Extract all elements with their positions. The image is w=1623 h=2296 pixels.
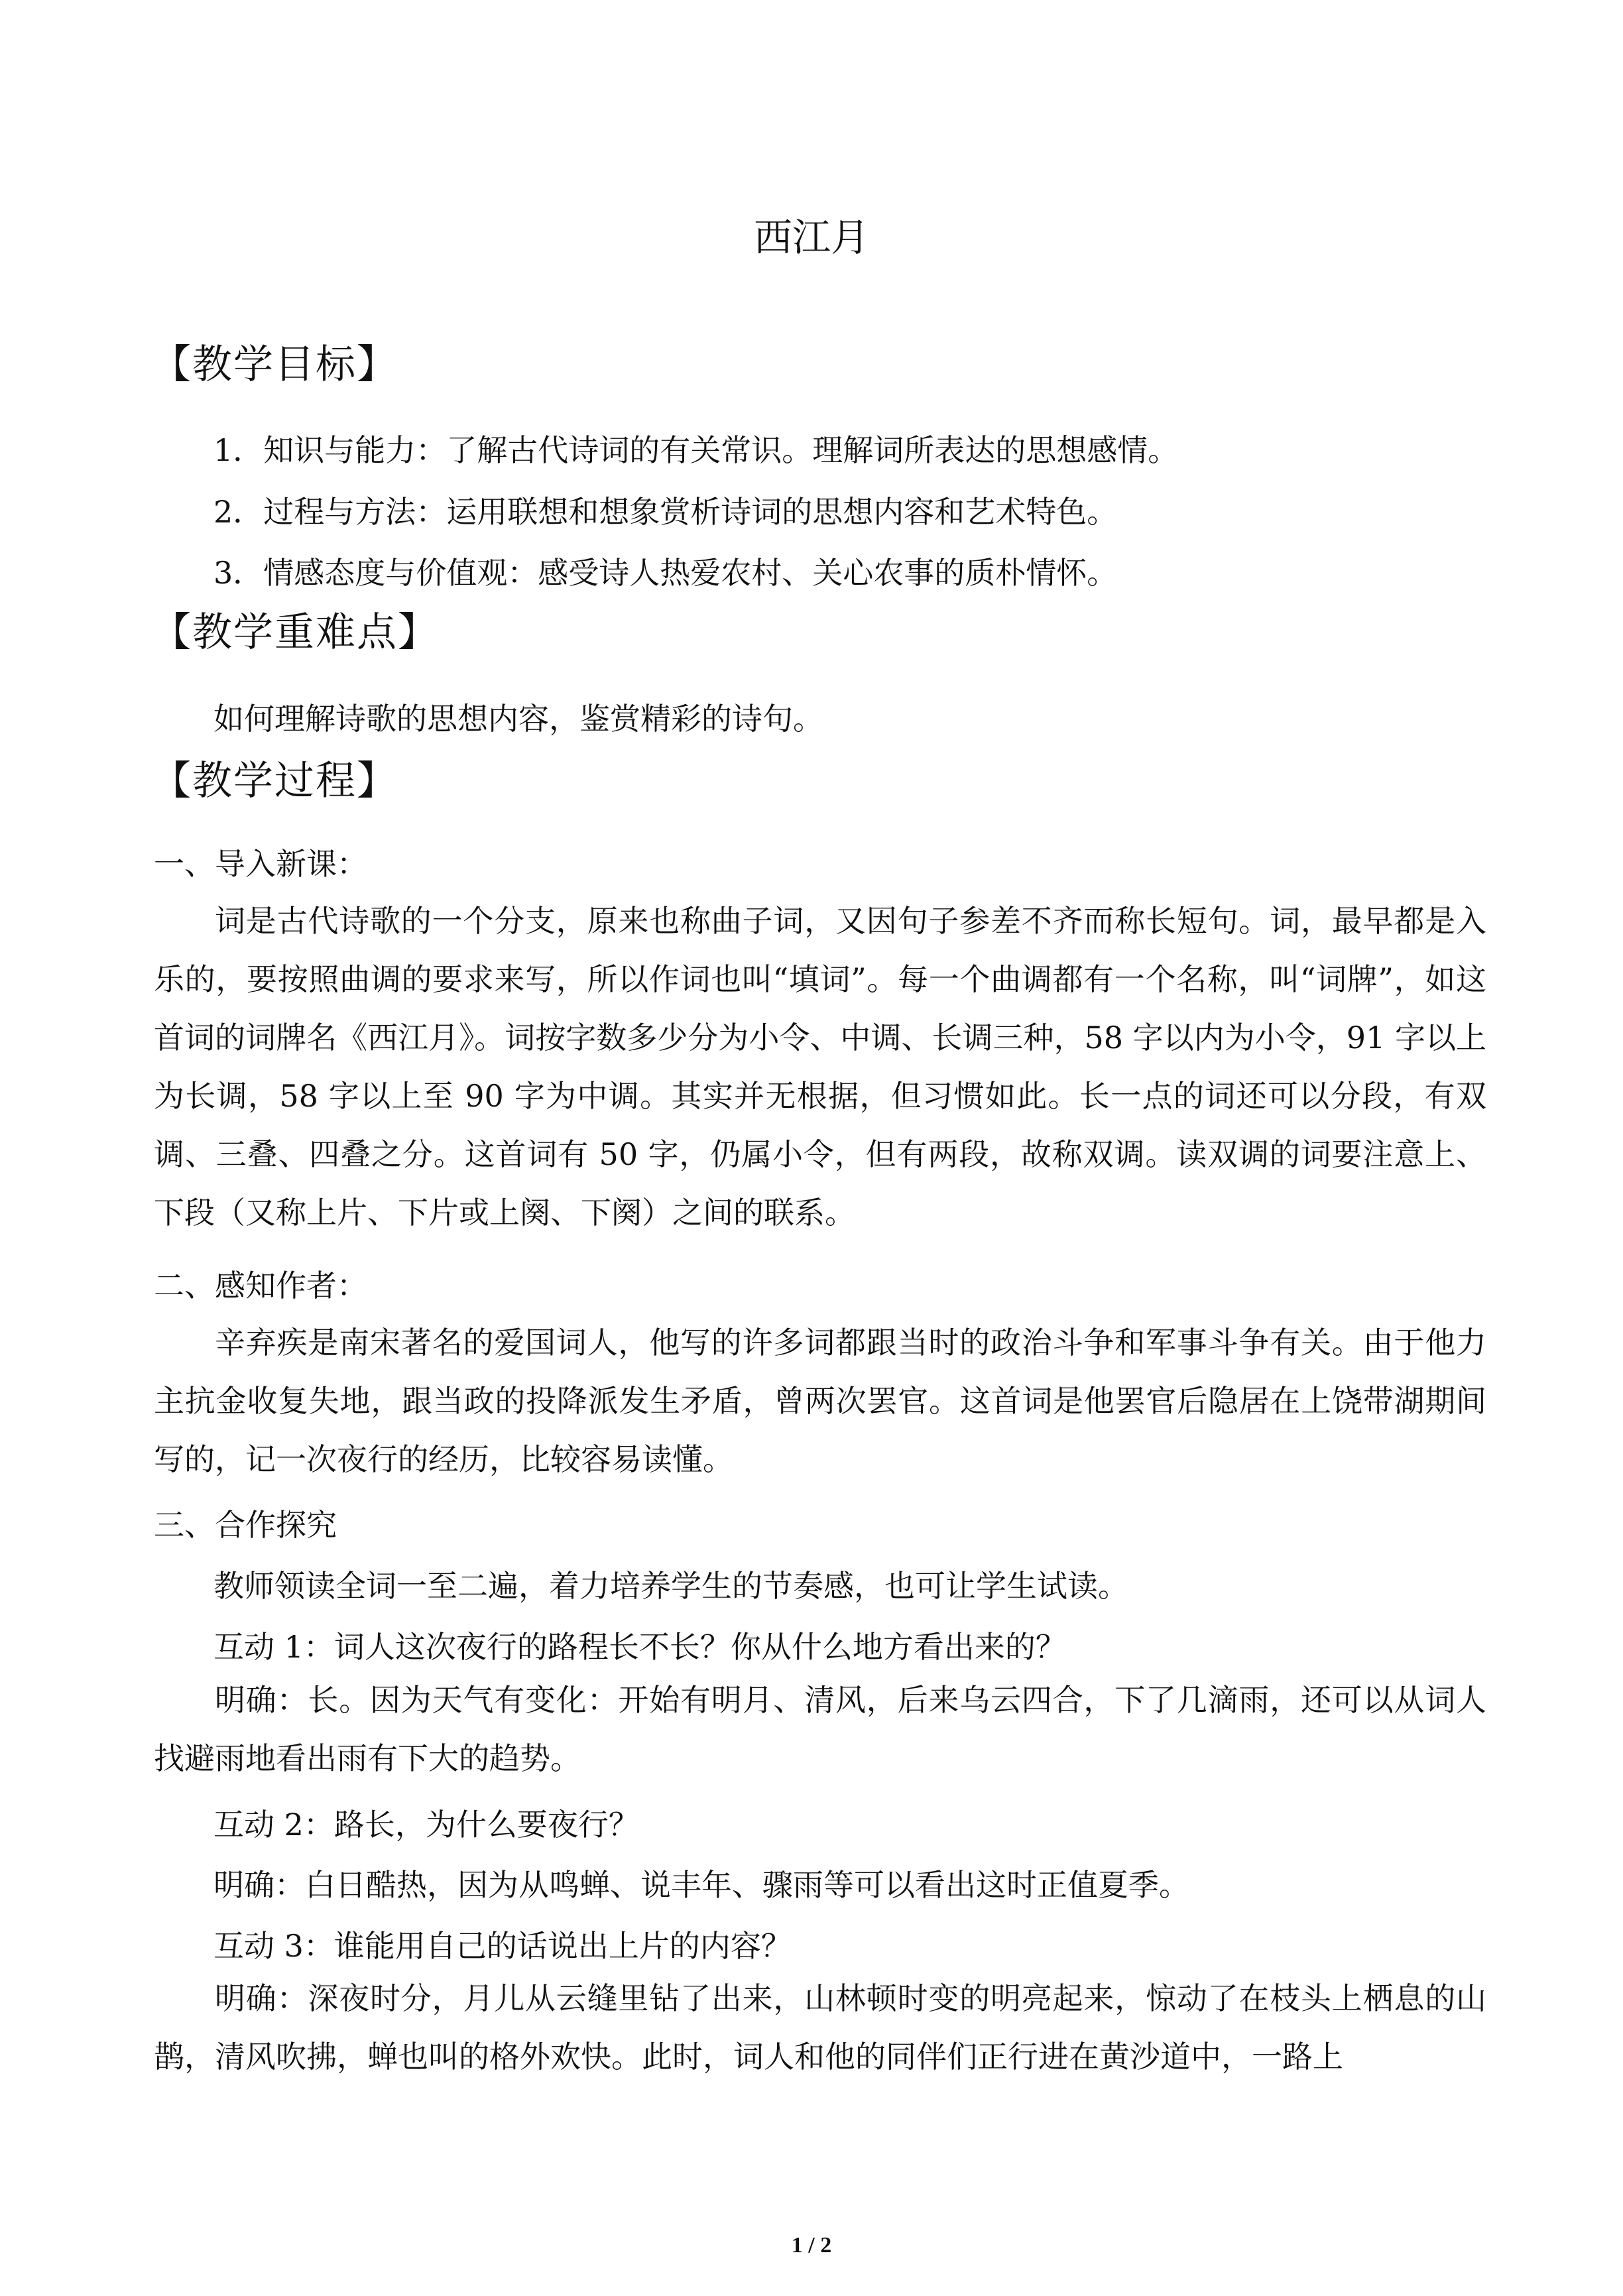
section-2-title: 二、感知作者： xyxy=(154,1268,367,1303)
objective-1: 1．知识与能力：了解古代诗词的有关常识。理解词所表达的思想感情。 xyxy=(213,432,1179,468)
section-3-title: 三、合作探究 xyxy=(154,1507,337,1543)
interaction-1-question: 互动 1：词人这次夜行的路程长不长？你从什么地方看出来的？ xyxy=(213,1629,1066,1665)
heading-process: 【教学过程】 xyxy=(151,758,398,804)
interaction-3-question: 互动 3：谁能用自己的话说出上片的内容？ xyxy=(213,1928,792,1964)
interaction-1-answer: 明确：长。因为天气有变化：开始有明月、清风，后来乌云四合，下了几滴雨，还可以从词人找避雨地看出雨有下大的趋势。 xyxy=(154,1682,1486,1776)
interaction-3-answer: 明确：深夜时分，月儿从云缝里钻了出来，山林顿时变的明亮起来，惊动了在枝头上栖息的山鹊，清风吹拂，蝉也叫的格外欢快。此时，词人和他的同伴们正行进在黄沙道中，一路上 xyxy=(154,1980,1486,2075)
section-1-title: 一、导入新课： xyxy=(154,846,367,882)
interaction-2-answer: 明确：白日酷热，因为从鸣蝉、说丰年、骤雨等可以看出这时正值夏季。 xyxy=(213,1867,1189,1903)
page-number: 1 / 2 xyxy=(791,2233,832,2258)
key-points-text: 如何理解诗歌的思想内容，鉴赏精彩的诗句。 xyxy=(213,701,823,737)
interaction-2-question: 互动 2：路长，为什么要夜行？ xyxy=(213,1807,639,1843)
page-title: 西江月 xyxy=(753,215,869,260)
heading-objectives: 【教学目标】 xyxy=(151,341,398,388)
section-2-paragraph: 辛弃疾是南宋著名的爱国词人，他写的许多词都跟当时的政治斗争和军事斗争有关。由于他力主抗金收复失地，跟当政的投降派发生矛盾，曾两次罢官。这首词是他罢官后隐居在上饶带湖期间写的，记一次夜行的经历，比较容易读懂。 xyxy=(154,1325,1486,1477)
objective-3: 3．情感态度与价值观：感受诗人热爱农村、关心农事的质朴情怀。 xyxy=(213,555,1118,591)
section-3-intro: 教师领读全词一至二遍，着力培养学生的节奏感，也可让学生试读。 xyxy=(213,1568,1128,1604)
section-1-paragraph: 词是古代诗歌的一个分支，原来也称曲子词，又因句子参差不齐而称长短句。词，最早都是入乐的，要按照曲调的要求来写，所以作词也叫“填词”。每一个曲调都有一个名称，叫“词牌”，如这首词的词牌名《西江月》。词按字数多少分为小令、中调、长调三种，58 字以内为小令，91 字以上为长调，58 字以上至 90 字为中调。其实并无根据，但习惯如此。长一点的词还可以分段，有双调、三叠、四叠之分。这首词有 50 字，仍属小令，但有两段，故称双调。读双调的词要注意上、下段（又称上片、下片或上阕、下阕）之间的联系。 xyxy=(154,903,1486,1231)
heading-key-points: 【教学重难点】 xyxy=(151,609,439,656)
objective-2: 2．过程与方法：运用联想和想象赏析诗词的思想内容和艺术特色。 xyxy=(213,494,1118,530)
